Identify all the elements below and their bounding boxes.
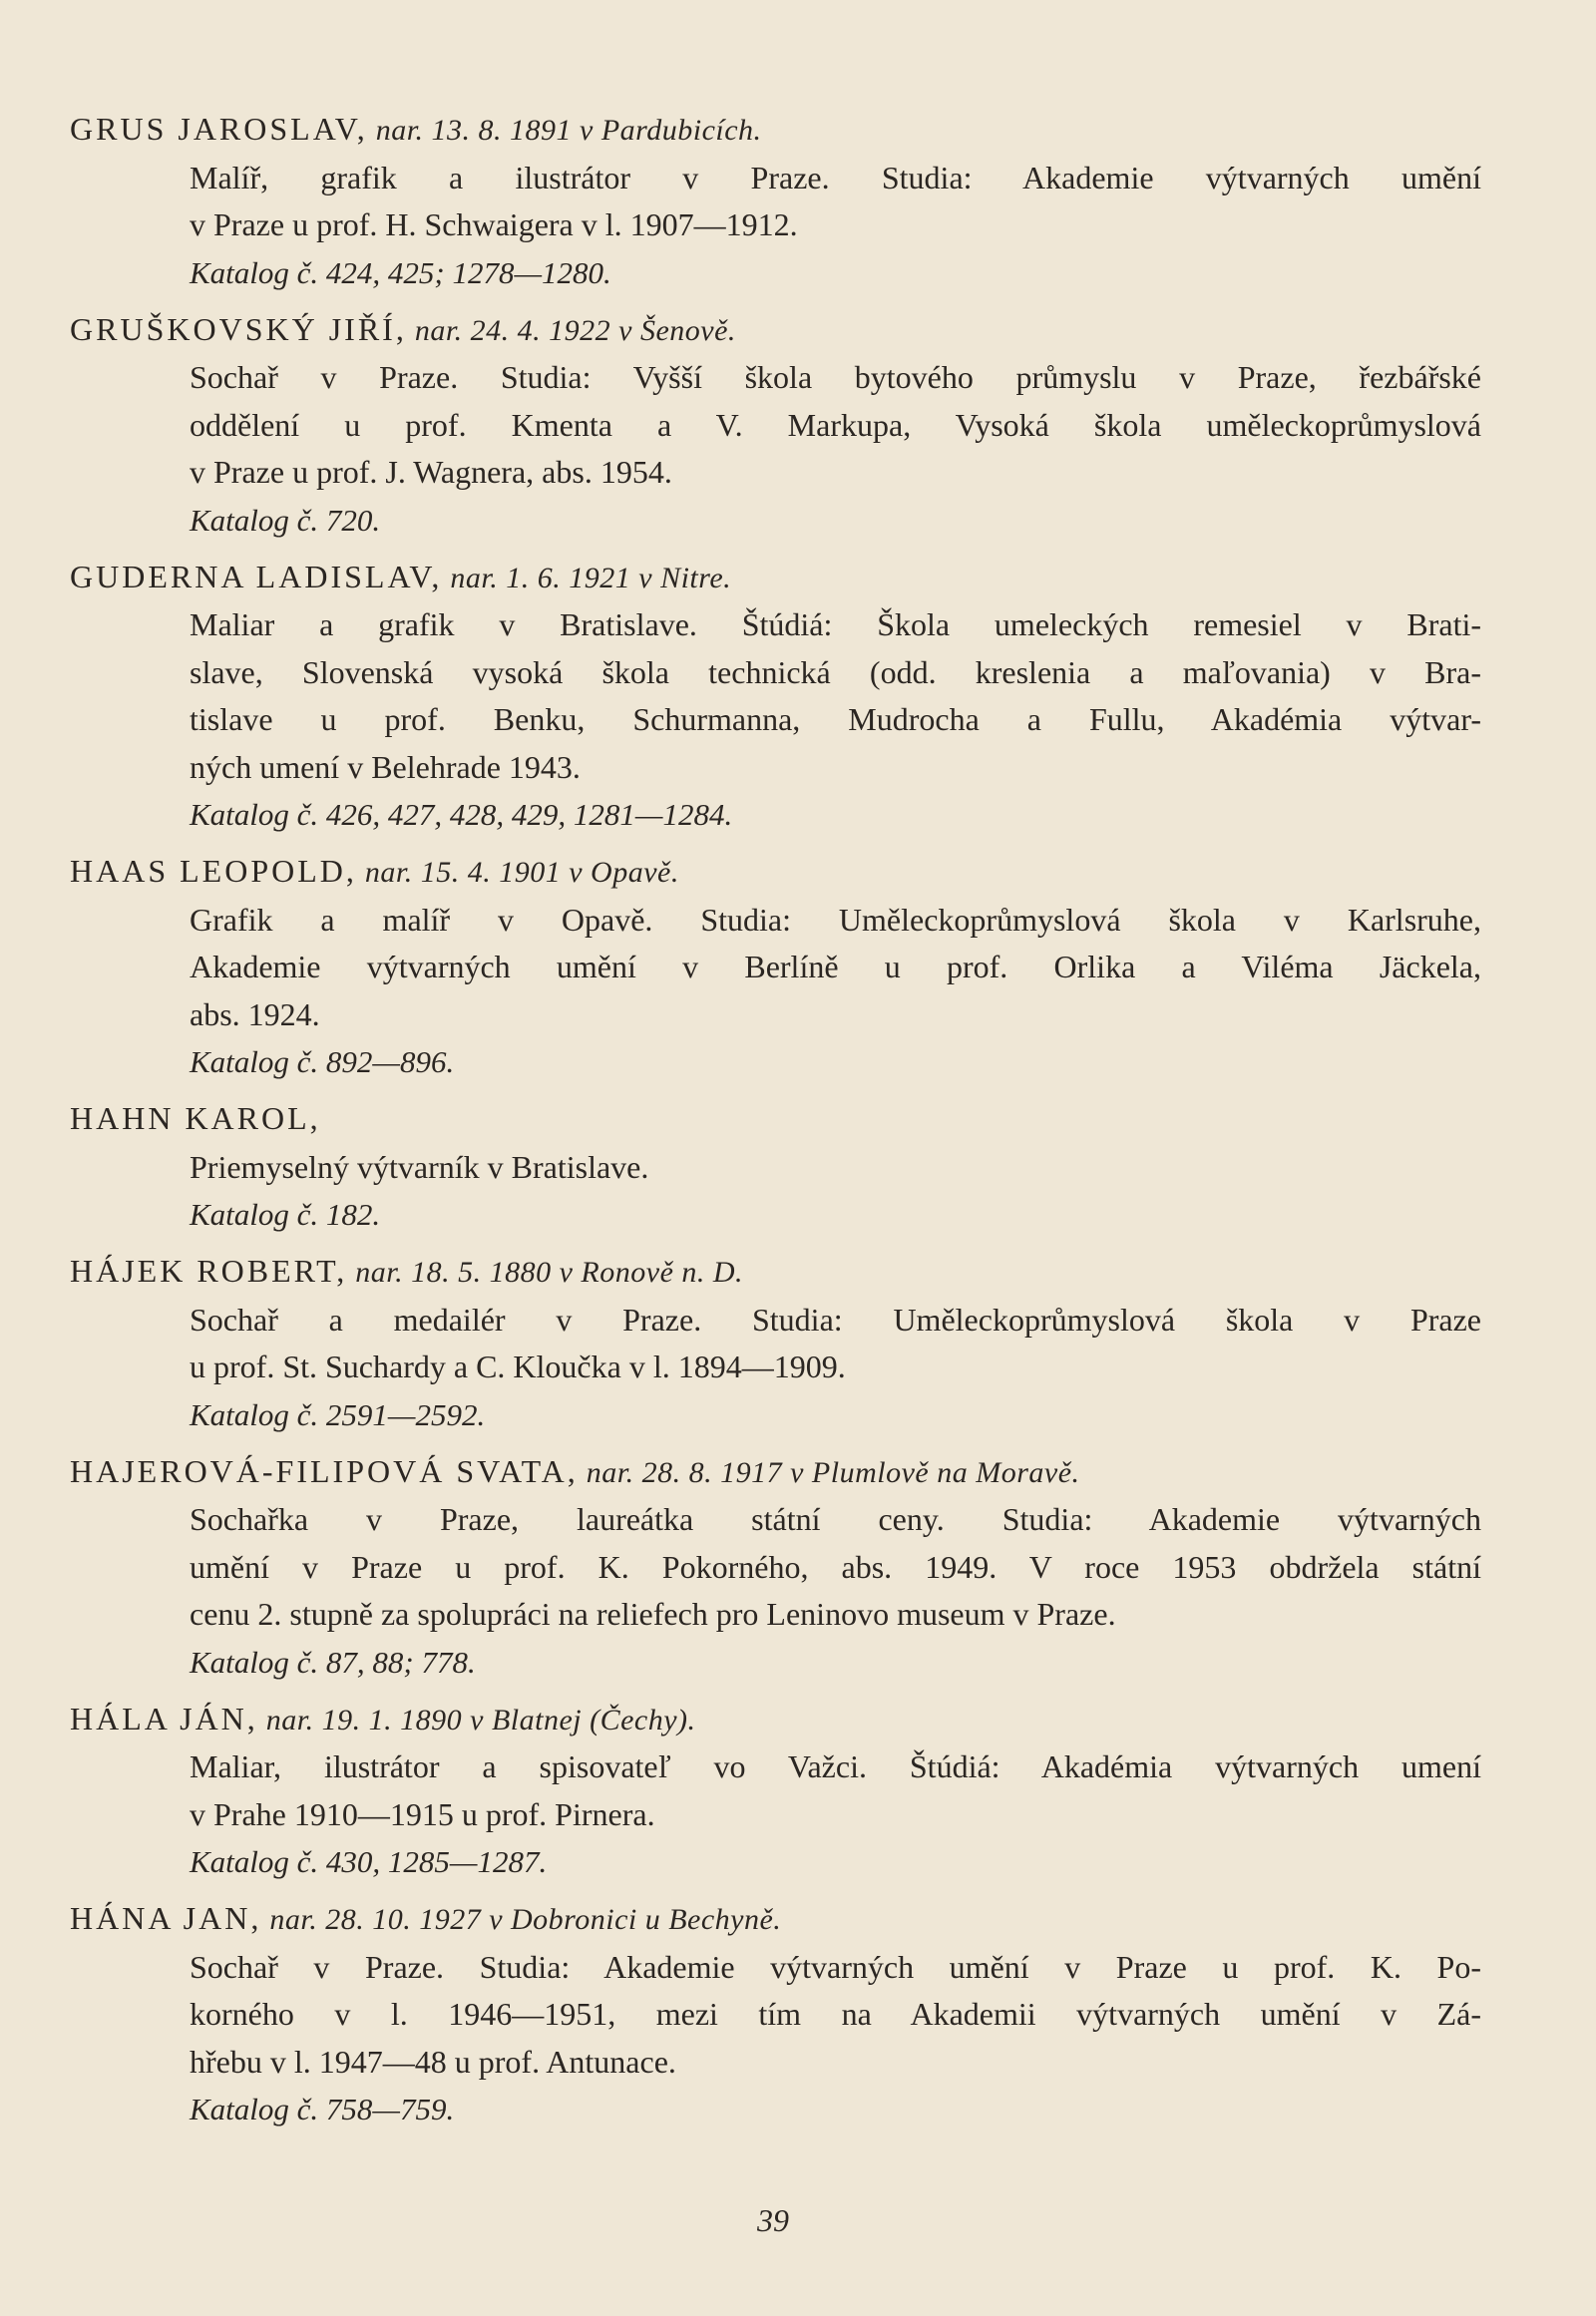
artist-heading xyxy=(70,106,1481,155)
artist-name: GRUS JAROSLAV, xyxy=(70,111,368,147)
description-line: Sochař a medailér v Praze. Studia: Uměleckoprůmyslová škola v Praze xyxy=(190,1301,1481,1338)
artist-description xyxy=(190,1297,1481,1439)
birth-info: nar. 28. 10. 1927 v Dobronici u Bechyně. xyxy=(269,1903,782,1936)
artist-name: GUDERNA LADISLAV, xyxy=(70,558,443,594)
artist-entry xyxy=(70,306,1481,545)
artist-name: HÁLA JÁN, xyxy=(70,1700,258,1737)
birth-info: nar. 15. 4. 1901 v Opavě. xyxy=(364,856,679,889)
description-line: Sochař v Praze. Studia: Vyšší škola bytového průmyslu v Praze, řezbářské xyxy=(190,359,1481,395)
catalog-reference: Katalog č. 2591—2592. xyxy=(190,1396,486,1432)
birth-info: nar. 28. 8. 1917 v Plumlově na Moravě. xyxy=(586,1455,1080,1489)
artist-name: HÁJEK ROBERT, xyxy=(70,1253,348,1289)
artist-description xyxy=(190,1944,1481,2133)
catalog-reference: Katalog č. 430, 1285—1287. xyxy=(190,1844,548,1879)
description-line: umění v Praze u prof. K. Pokorného, abs. 1949. V roce 1953 obdržela státní xyxy=(190,1548,1481,1585)
artist-entry xyxy=(70,1448,1481,1687)
artist-entry xyxy=(70,848,1481,1086)
description-line: Grafik a malíř v Opavě. Studia: Uměleckoprůmyslová škola v Karlsruhe, xyxy=(190,901,1481,938)
birth-info: nar. 1. 6. 1921 v Nitre. xyxy=(450,561,732,594)
artist-description xyxy=(190,354,1481,544)
description-line: Malíř, grafik a ilustrátor v Praze. Studia: Akademie výtvarných umění xyxy=(190,159,1481,195)
catalog-reference: Katalog č. 426, 427, 428, 429, 1281—1284. xyxy=(190,797,733,832)
birth-info: nar. 13. 8. 1891 v Pardubicích. xyxy=(375,114,762,147)
catalog-reference: Katalog č. 892—896. xyxy=(190,1044,455,1079)
description-line: Priemyselný výtvarník v Bratislave. xyxy=(190,1148,649,1185)
description-line: v Praze u prof. H. Schwaigera v l. 1907—1912. xyxy=(190,206,798,242)
artist-heading xyxy=(70,1095,1481,1144)
artist-entry xyxy=(70,1895,1481,2133)
description-line: v Praze u prof. J. Wagnera, abs. 1954. xyxy=(190,454,672,490)
catalog-page xyxy=(70,106,1481,2142)
description-line: ných umení v Belehrade 1943. xyxy=(190,748,581,785)
artist-entry xyxy=(70,1095,1481,1239)
artist-heading xyxy=(70,1696,1481,1744)
description-line: Maliar a grafik v Bratislave. Štúdiá: Škola umeleckých remesiel v Brati- xyxy=(190,606,1481,642)
description-line: korného v l. 1946—1951, mezi tím na Akademii výtvarných umění v Zá- xyxy=(190,1996,1481,2032)
artist-name: GRUŠKOVSKÝ JIŘÍ, xyxy=(70,310,407,347)
artist-heading xyxy=(70,1448,1481,1497)
artist-name: HAAS LEOPOLD, xyxy=(70,853,357,889)
artist-heading xyxy=(70,554,1481,602)
artist-description xyxy=(190,1743,1481,1886)
artist-heading xyxy=(70,848,1481,897)
artist-entry xyxy=(70,554,1481,839)
birth-info: nar. 19. 1. 1890 v Blatnej (Čechy). xyxy=(265,1703,696,1737)
artist-entry xyxy=(70,106,1481,296)
artist-heading xyxy=(70,1248,1481,1297)
birth-info: nar. 18. 5. 1880 v Ronově n. D. xyxy=(355,1256,744,1289)
description-line: oddělení u prof. Kmenta a V. Markupa, Vysoká škola uměleckoprůmyslová xyxy=(190,406,1481,443)
artist-name: HAJEROVÁ-FILIPOVÁ SVATA, xyxy=(70,1452,579,1489)
description-line: Akademie výtvarných umění v Berlíně u prof. Orlika a Viléma Jäckela, xyxy=(190,949,1481,984)
catalog-reference: Katalog č. 758—759. xyxy=(190,2092,455,2126)
birth-info: nar. 24. 4. 1922 v Šenově. xyxy=(414,313,736,347)
artist-entry xyxy=(70,1248,1481,1438)
description-line: tislave u prof. Benku, Schurmanna, Mudrocha a Fullu, Akadémia výtvar- xyxy=(190,701,1481,737)
description-line: u prof. St. Suchardy a C. Kloučka v l. 1894—1909. xyxy=(190,1349,846,1384)
description-line: v Prahe 1910—1915 u prof. Pirnera. xyxy=(190,1795,655,1832)
artist-description xyxy=(190,1496,1481,1686)
description-line: abs. 1924. xyxy=(190,995,320,1032)
description-line: cenu 2. stupně za spolupráci na reliefech pro Leninovo museum v Praze. xyxy=(190,1596,1116,1632)
page-number: 39 xyxy=(757,2202,789,2238)
description-line: Maliar, ilustrátor a spisovateľ vo Važci. Štúdiá: Akadémia výtvarných umení xyxy=(190,1748,1481,1784)
artist-name: HAHN KAROL, xyxy=(70,1100,321,1136)
description-line: hřebu v l. 1947—48 u prof. Antunace. xyxy=(190,2043,676,2080)
catalog-reference: Katalog č. 87, 88; 778. xyxy=(190,1644,476,1680)
artist-heading xyxy=(70,306,1481,355)
artist-heading xyxy=(70,1895,1481,1944)
description-line: Sochař v Praze. Studia: Akademie výtvarných umění v Praze u prof. K. Po- xyxy=(190,1948,1481,1985)
artist-description xyxy=(190,155,1481,297)
description-line: slave, Slovenská vysoká škola technická (odd. kreslenia a maľovania) v Bra- xyxy=(190,653,1481,690)
catalog-reference: Katalog č. 424, 425; 1278—1280. xyxy=(190,254,611,290)
description-line: Sochařka v Praze, laureátka státní ceny. Studia: Akademie výtvarných xyxy=(190,1501,1481,1537)
artist-description xyxy=(190,601,1481,839)
artist-entry xyxy=(70,1696,1481,1886)
artist-description xyxy=(190,897,1481,1086)
catalog-reference: Katalog č. 720. xyxy=(190,502,381,538)
artist-description xyxy=(190,1144,1481,1239)
catalog-reference: Katalog č. 182. xyxy=(190,1197,381,1232)
artist-name: HÁNA JAN, xyxy=(70,1900,262,1936)
